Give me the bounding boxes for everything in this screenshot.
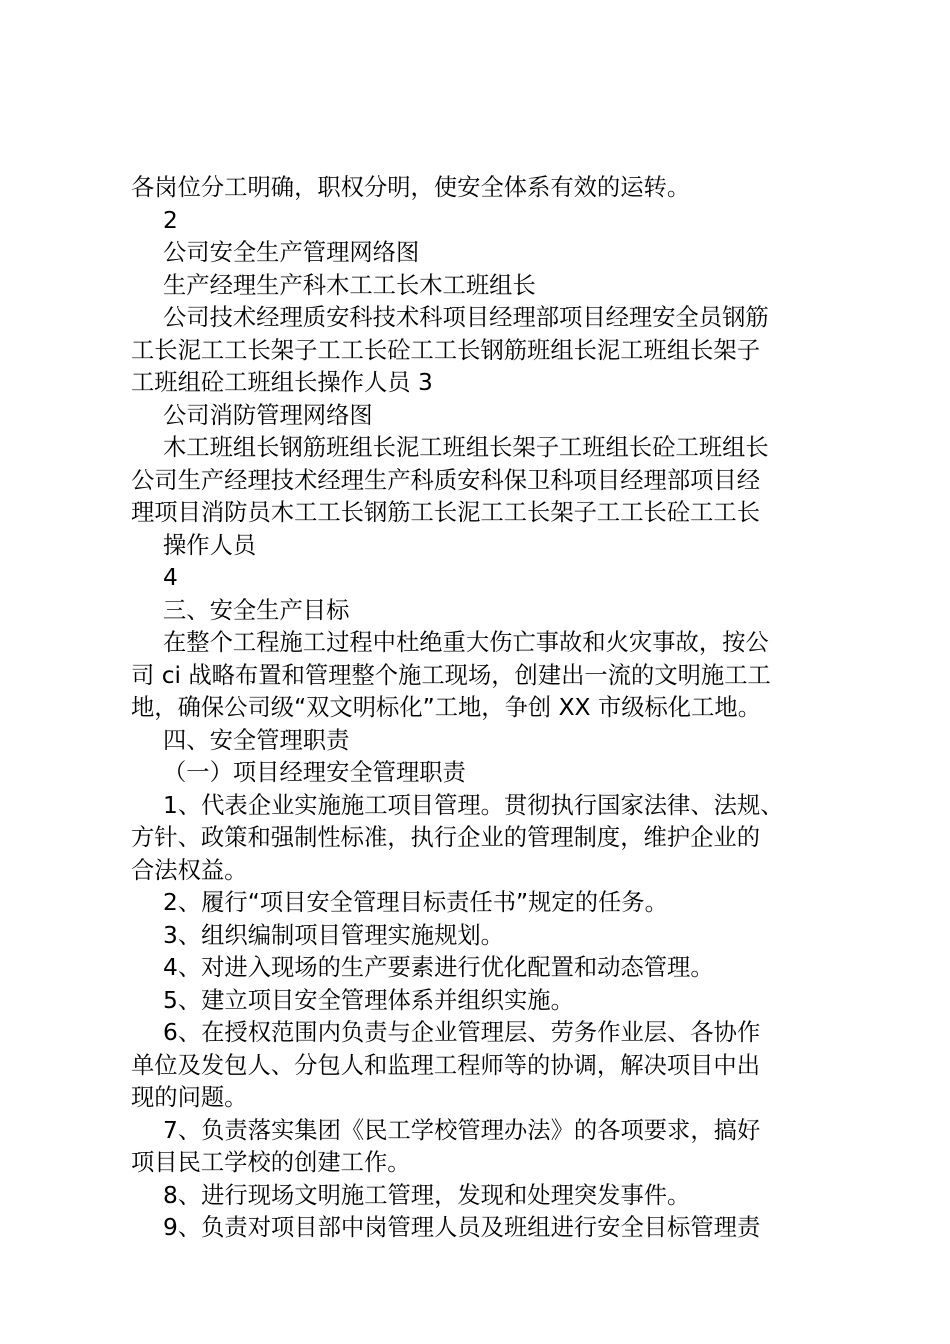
text-line: 在整个工程施工过程中杜绝重大伤亡事故和火灾事故，按公	[163, 629, 769, 656]
list-item: 3、组织编制项目管理实施规划。	[163, 921, 504, 949]
section-heading: 三、安全生产目标	[163, 596, 350, 624]
list-item: 2、履行“项目安全管理目标责任书”规定的任务。	[163, 889, 668, 916]
list-item: 4、对进入现场的生产要素进行优化配置和动态管理。	[163, 954, 714, 981]
text-line: 项目民工学校的创建工作。	[131, 1149, 411, 1176]
document-body	[131, 172, 831, 1245]
diagram-title: 公司消防管理网络图	[163, 401, 373, 429]
text-line: 操作人员	[163, 531, 257, 559]
text-line: 工长泥工工长架子工工长砼工工长钢筋班组长泥工班组长架子	[131, 336, 761, 364]
page-number: 4	[163, 564, 178, 591]
text-line: 木工班组长钢筋班组长泥工班组长架子工班组长砼工班组长	[163, 434, 769, 461]
list-item: 7、负责落实集团《民工学校管理办法》的各项要求，搞好	[163, 1116, 761, 1144]
text-line: 现的问题。	[131, 1084, 248, 1111]
page-number: 2	[163, 206, 178, 234]
list-item: 5、建立项目安全管理体系并组织实施。	[163, 986, 574, 1014]
subsection-heading: （一）项目经理安全管理职责	[163, 759, 466, 786]
text-line: 公司技术经理质安科技术科项目经理部项目经理安全员钢筋	[163, 304, 769, 331]
diagram-title: 公司安全生产管理网络图	[163, 239, 420, 266]
text-line: 生产经理生产科木工工长木工班组长	[163, 271, 536, 299]
text-line: 工班组砼工班组长操作人员 3	[131, 369, 433, 396]
text-line: 公司生产经理技术经理生产科质安科保卫科项目经理部项目经	[131, 466, 761, 494]
text-line: 合法权益。	[131, 856, 248, 884]
text-line: 方针、政策和强制性标准，执行企业的管理制度，维护企业的	[131, 824, 761, 851]
list-item: 8、进行现场文明施工管理，发现和处理突发事件。	[163, 1181, 691, 1209]
text-line: 司 ci 战略布置和管理整个施工现场，创建出一流的文明施工工	[131, 661, 771, 689]
text-line: 各岗位分工明确，职权分明，使安全体系有效的运转。	[131, 174, 691, 201]
text-line: 地，确保公司级“双文明标化”工地，争创 XX 市级标化工地。	[131, 694, 761, 721]
list-item: 6、在授权范围内负责与企业管理层、劳务作业层、各协作	[163, 1019, 761, 1046]
text-line: 单位及发包人、分包人和监理工程师等的协调，解决项目中出	[131, 1051, 761, 1079]
list-item: 1、代表企业实施施工项目管理。贯彻执行国家法律、法规、	[163, 791, 784, 819]
list-item: 9、负责对项目部中岗管理人员及班组进行安全目标管理责	[163, 1214, 761, 1241]
text-line: 理项目消防员木工工长钢筋工长泥工工长架子工工长砼工工长	[131, 499, 761, 526]
section-heading: 四、安全管理职责	[163, 726, 350, 754]
